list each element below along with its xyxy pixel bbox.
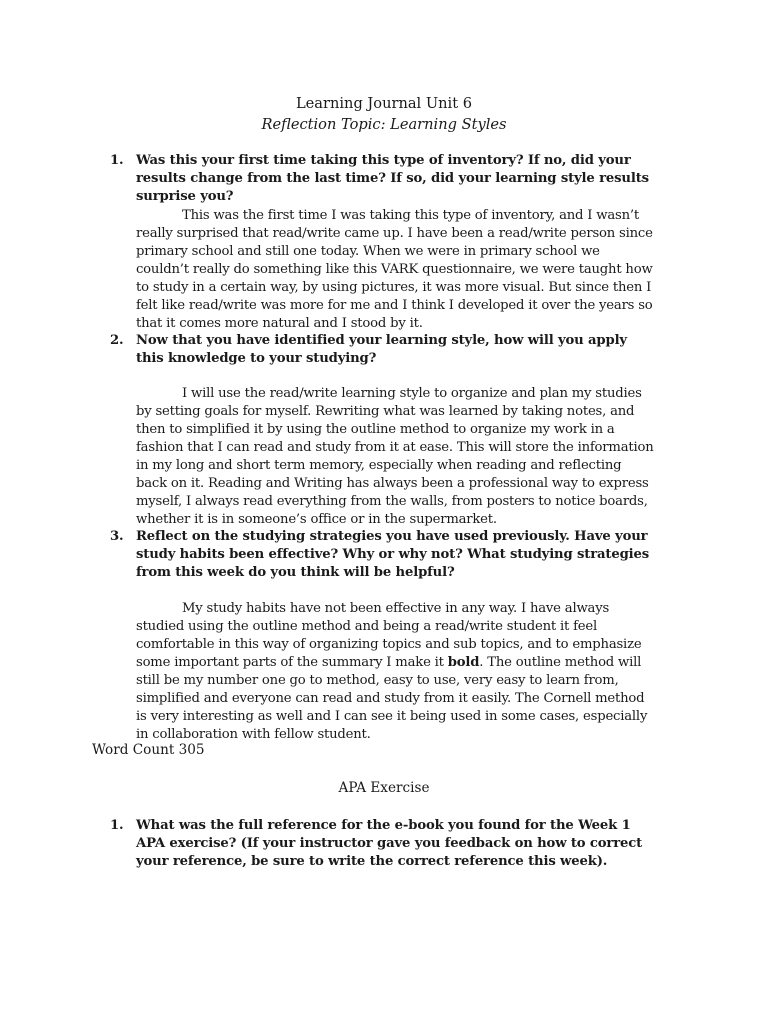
answer-3-part2: . The outline method will still be my number one go to method, easy to use, very easy to learn from, simplified and everyone can read and study from it easily. The Cornell method is very interesting as well and I can see it being used in some cases, especially in collaboration with fellow student. xyxy=(136,655,648,742)
question-number: 1. xyxy=(110,153,124,168)
question-number: 2. xyxy=(110,333,124,348)
question-text: Now that you have identified your learning style, how will you apply this knowledge to your studying? xyxy=(136,333,627,366)
apa-title: APA Exercise xyxy=(338,780,430,796)
question-3 xyxy=(110,528,655,582)
answer-block-1 xyxy=(110,207,655,333)
question-2 xyxy=(110,332,655,368)
question-block-1 xyxy=(110,152,655,206)
answer-block-2 xyxy=(110,385,655,529)
question-text: Reflect on the studying strategies you have used previously. Have your study habits been effective? Why or why not? What studying strategies from this week do you think will be helpful? xyxy=(136,529,650,580)
answer-1: This was the first time I was taking this type of inventory, and I wasn’t really surprised that read/write came up. I have been a read/write person since primary school and still one today. When we were in primary school we couldn’t really do something like this VARK questionnaire, we were taught how to study in a certain way, by using pictures, it was more visual. But since then I felt like read/write was more for me and I think I developed it over the years so that it comes more natural and I stood by it. xyxy=(136,208,653,331)
word-count: Word Count 305 xyxy=(92,742,205,758)
question-block-2 xyxy=(110,332,655,368)
question-text: What was the full reference for the e-book you found for the Week 1 APA exercise? (If your instructor gave you feedback on how to correct your reference, be sure to write the correct reference this week). xyxy=(136,818,643,869)
apa-question-block-1 xyxy=(110,817,655,871)
question-text: Was this your first time taking this type of inventory? If no, did your results change from the last time? If so, did your learning style results surprise you? xyxy=(136,153,649,204)
question-block-3 xyxy=(110,528,655,582)
title-block xyxy=(0,93,768,135)
apa-question-1 xyxy=(110,817,655,871)
question-1 xyxy=(110,152,655,206)
answer-2: I will use the read/write learning style to organize and plan my studies by setting goals for myself. Rewriting what was learned by taking notes, and then to simplified it by using the outline method to organize my work in a fashion that I can read and study from it at ease. This will store the information in my long and short term memory, especially when reading and reflecting back on it. Reading and Writing has always been a professional way to express myself, I always read everything from the walls, from posters to notice boards, whether it is in someone’s office or in the supermarket. xyxy=(136,386,654,527)
answer-3-bold-word: bold xyxy=(447,655,480,670)
question-number: 1. xyxy=(110,818,124,833)
answer-3-part1: My study habits have not been effective in any way. I have always studied using the outline method and being a read/write student it feel comfortable in this way of organizing topics and sub topics, and to emphasize some important parts of the summary I make it xyxy=(136,601,642,670)
question-number: 3. xyxy=(110,529,124,544)
answer-3 xyxy=(136,600,655,744)
document-title: Learning Journal Unit 6 xyxy=(295,95,473,112)
answer-block-3 xyxy=(110,600,655,744)
document-subtitle: Reflection Topic: Learning Styles xyxy=(261,116,507,133)
